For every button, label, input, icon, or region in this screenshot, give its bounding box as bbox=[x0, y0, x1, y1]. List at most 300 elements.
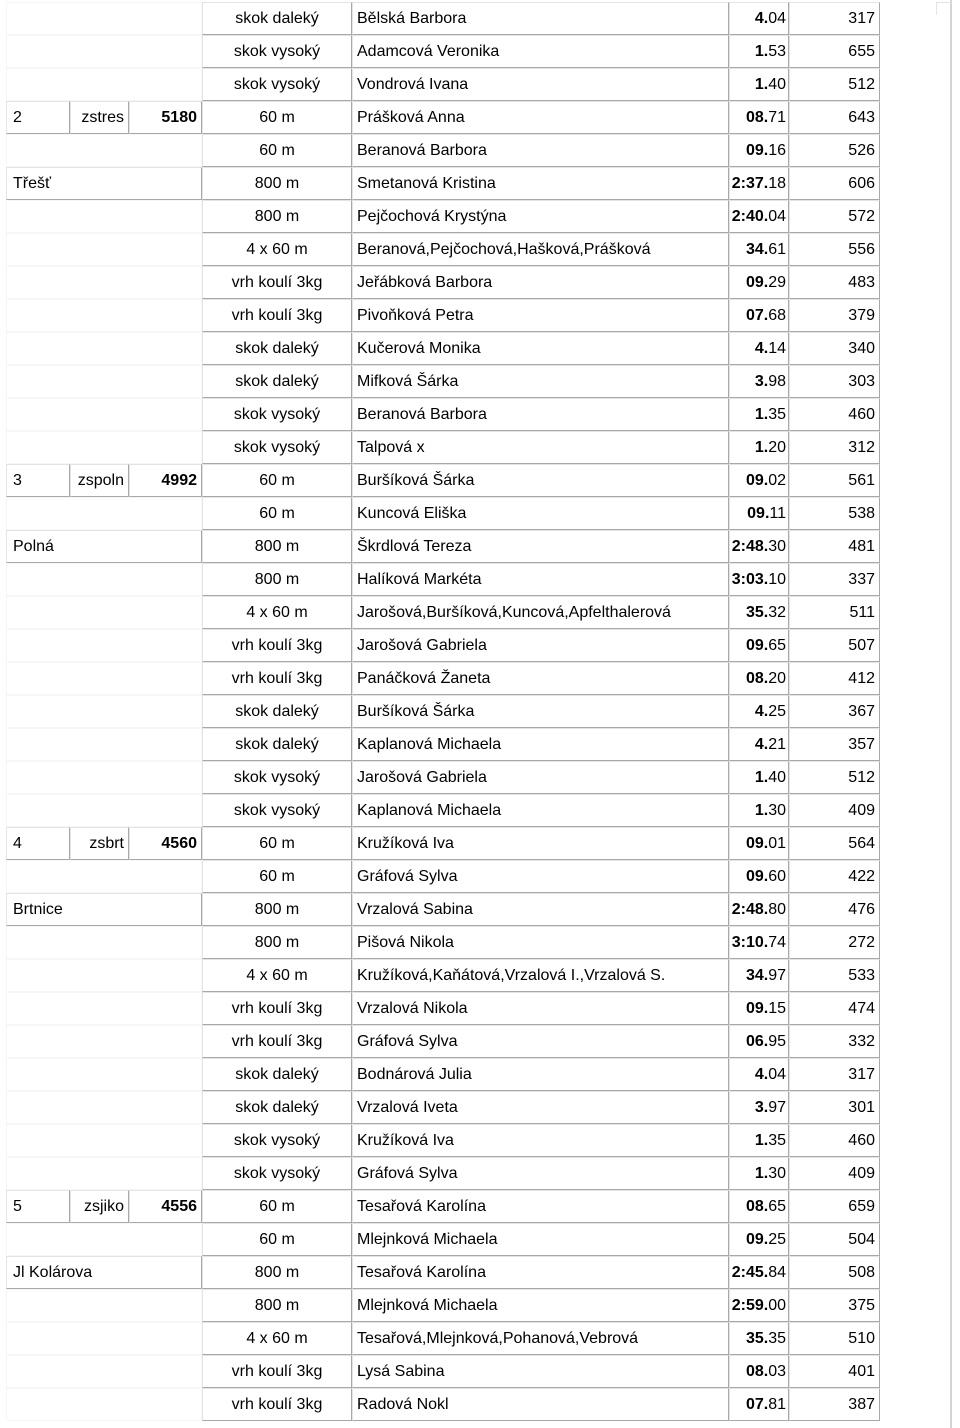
table-row bbox=[6, 497, 880, 530]
athlete-name-cell: Gráfová Sylva bbox=[352, 860, 729, 893]
performance-decimals: 97 bbox=[768, 966, 786, 984]
table-row bbox=[6, 1355, 880, 1388]
performance-main: 09. bbox=[745, 471, 769, 489]
performance-main: 08. bbox=[745, 669, 769, 687]
table-row bbox=[6, 2, 880, 35]
discipline-cell: vrh koulí 3kg bbox=[202, 1025, 352, 1058]
performance-decimals: 30 bbox=[768, 537, 786, 555]
points-cell: 387 bbox=[789, 1388, 880, 1421]
performance-cell bbox=[729, 1091, 789, 1124]
performance-decimals: 04 bbox=[768, 9, 786, 27]
performance-main: 07. bbox=[745, 1395, 769, 1413]
discipline-cell: 800 m bbox=[202, 1256, 352, 1289]
performance-decimals: 02 bbox=[768, 471, 786, 489]
performance-main: 08. bbox=[745, 1197, 769, 1215]
performance-cell bbox=[729, 299, 789, 332]
performance-decimals: 35 bbox=[768, 1131, 786, 1149]
discipline-cell: 800 m bbox=[202, 530, 352, 563]
empty-team-cell bbox=[6, 68, 202, 101]
school-name-cell: Polná bbox=[6, 530, 202, 563]
performance-cell bbox=[729, 926, 789, 959]
points-cell: 512 bbox=[789, 68, 880, 101]
points-cell: 508 bbox=[789, 1256, 880, 1289]
performance-main: 35. bbox=[745, 603, 769, 621]
athlete-name-cell: Mlejnková Michaela bbox=[352, 1289, 729, 1322]
points-cell: 337 bbox=[789, 563, 880, 596]
performance-cell bbox=[729, 959, 789, 992]
points-cell: 460 bbox=[789, 1124, 880, 1157]
athlete-name-cell: Pišová Nikola bbox=[352, 926, 729, 959]
athlete-name-cell: Tesařová Karolína bbox=[352, 1256, 729, 1289]
performance-main: 09. bbox=[745, 1230, 769, 1248]
discipline-cell: skok vysoký bbox=[202, 398, 352, 431]
performance-decimals: 81 bbox=[768, 1395, 786, 1413]
performance-main: 1. bbox=[754, 75, 769, 93]
performance-cell bbox=[729, 497, 789, 530]
points-cell: 332 bbox=[789, 1025, 880, 1058]
table-row bbox=[6, 1223, 880, 1256]
team-code-cell: zspoln bbox=[70, 464, 129, 497]
discipline-cell: 60 m bbox=[202, 1223, 352, 1256]
performance-cell bbox=[729, 827, 789, 860]
performance-main: 09. bbox=[745, 141, 769, 159]
athlete-name-cell: Vrzalová Sabina bbox=[352, 893, 729, 926]
athlete-name-cell: Gráfová Sylva bbox=[352, 1025, 729, 1058]
performance-decimals: 10 bbox=[768, 570, 786, 588]
athlete-name-cell: Mlejnková Michaela bbox=[352, 1223, 729, 1256]
athlete-name-cell: Kaplanová Michaela bbox=[352, 728, 729, 761]
athlete-name-cell: Bodnárová Julia bbox=[352, 1058, 729, 1091]
athlete-name-cell: Mifková Šárka bbox=[352, 365, 729, 398]
performance-decimals: 32 bbox=[768, 603, 786, 621]
points-cell: 512 bbox=[789, 761, 880, 794]
discipline-cell: skok vysoký bbox=[202, 1157, 352, 1190]
performance-decimals: 40 bbox=[768, 75, 786, 93]
athlete-name-cell: Jarošová Gabriela bbox=[352, 761, 729, 794]
team-total-cell: 4556 bbox=[129, 1190, 202, 1223]
performance-main: 4. bbox=[754, 9, 769, 27]
performance-cell bbox=[729, 860, 789, 893]
performance-cell bbox=[729, 695, 789, 728]
points-cell: 533 bbox=[789, 959, 880, 992]
points-cell: 317 bbox=[789, 1058, 880, 1091]
table-row bbox=[6, 794, 880, 827]
performance-decimals: 20 bbox=[768, 669, 786, 687]
performance-decimals: 25 bbox=[768, 1230, 786, 1248]
points-cell: 538 bbox=[789, 497, 880, 530]
discipline-cell: skok vysoký bbox=[202, 35, 352, 68]
performance-cell bbox=[729, 266, 789, 299]
performance-cell bbox=[729, 893, 789, 926]
performance-decimals: 04 bbox=[768, 207, 786, 225]
performance-main: 1. bbox=[754, 1164, 769, 1182]
team-total-cell: 4992 bbox=[129, 464, 202, 497]
points-cell: 510 bbox=[789, 1322, 880, 1355]
empty-team-cell bbox=[6, 563, 202, 596]
performance-cell bbox=[729, 629, 789, 662]
performance-decimals: 30 bbox=[768, 801, 786, 819]
athlete-name-cell: Panáčková Žaneta bbox=[352, 662, 729, 695]
performance-decimals: 60 bbox=[768, 867, 786, 885]
team-code-cell: zsbrt bbox=[70, 827, 129, 860]
athlete-name-cell: Radová Nokl bbox=[352, 1388, 729, 1421]
table-row bbox=[6, 959, 880, 992]
performance-cell bbox=[729, 662, 789, 695]
empty-team-cell bbox=[6, 497, 202, 530]
table-row bbox=[6, 893, 880, 926]
performance-decimals: 65 bbox=[768, 636, 786, 654]
empty-team-cell bbox=[6, 1223, 202, 1256]
discipline-cell: 60 m bbox=[202, 464, 352, 497]
table-row bbox=[6, 695, 880, 728]
performance-decimals: 71 bbox=[768, 108, 786, 126]
athlete-name-cell: Beranová Barbora bbox=[352, 134, 729, 167]
empty-team-cell bbox=[6, 200, 202, 233]
performance-cell bbox=[729, 200, 789, 233]
performance-cell bbox=[729, 68, 789, 101]
discipline-cell: 60 m bbox=[202, 1190, 352, 1223]
athlete-name-cell: Vrzalová Iveta bbox=[352, 1091, 729, 1124]
performance-main: 4. bbox=[754, 339, 769, 357]
performance-cell bbox=[729, 596, 789, 629]
discipline-cell: 800 m bbox=[202, 563, 352, 596]
table-row bbox=[6, 365, 880, 398]
points-cell: 483 bbox=[789, 266, 880, 299]
performance-cell bbox=[729, 992, 789, 1025]
discipline-cell: skok daleký bbox=[202, 695, 352, 728]
table-row bbox=[6, 1025, 880, 1058]
athlete-name-cell: Pivoňková Petra bbox=[352, 299, 729, 332]
athlete-name-cell: Smetanová Kristina bbox=[352, 167, 729, 200]
discipline-cell: skok vysoký bbox=[202, 794, 352, 827]
athlete-name-cell: Jeřábková Barbora bbox=[352, 266, 729, 299]
points-cell: 367 bbox=[789, 695, 880, 728]
athlete-name-cell: Bělská Barbora bbox=[352, 2, 729, 35]
performance-main: 07. bbox=[745, 306, 769, 324]
performance-decimals: 65 bbox=[768, 1197, 786, 1215]
table-row bbox=[6, 1256, 880, 1289]
performance-decimals: 01 bbox=[768, 834, 786, 852]
performance-cell bbox=[729, 1025, 789, 1058]
empty-team-cell bbox=[6, 662, 202, 695]
performance-decimals: 53 bbox=[768, 42, 786, 60]
points-cell: 526 bbox=[789, 134, 880, 167]
empty-team-cell bbox=[6, 794, 202, 827]
performance-decimals: 95 bbox=[768, 1032, 786, 1050]
empty-team-cell bbox=[6, 332, 202, 365]
empty-team-cell bbox=[6, 233, 202, 266]
empty-team-cell bbox=[6, 1157, 202, 1190]
points-cell: 481 bbox=[789, 530, 880, 563]
points-cell: 474 bbox=[789, 992, 880, 1025]
athlete-name-cell: Halíková Markéta bbox=[352, 563, 729, 596]
performance-main: 4. bbox=[754, 735, 769, 753]
discipline-cell: vrh koulí 3kg bbox=[202, 299, 352, 332]
performance-cell bbox=[729, 167, 789, 200]
rank-cell: 3 bbox=[6, 464, 70, 497]
performance-main: 08. bbox=[745, 1362, 769, 1380]
table-row bbox=[6, 827, 880, 860]
performance-cell bbox=[729, 35, 789, 68]
performance-cell bbox=[729, 2, 789, 35]
performance-cell bbox=[729, 101, 789, 134]
performance-decimals: 40 bbox=[768, 768, 786, 786]
points-cell: 556 bbox=[789, 233, 880, 266]
discipline-cell: 60 m bbox=[202, 497, 352, 530]
table-row bbox=[6, 596, 880, 629]
points-cell: 561 bbox=[789, 464, 880, 497]
discipline-cell: 60 m bbox=[202, 860, 352, 893]
team-code-cell: zsjiko bbox=[70, 1190, 129, 1223]
performance-main: 08. bbox=[745, 108, 769, 126]
discipline-cell: vrh koulí 3kg bbox=[202, 662, 352, 695]
athlete-name-cell: Tesařová Karolína bbox=[352, 1190, 729, 1223]
points-cell: 659 bbox=[789, 1190, 880, 1223]
empty-team-cell bbox=[6, 695, 202, 728]
performance-cell bbox=[729, 398, 789, 431]
empty-team-cell bbox=[6, 1091, 202, 1124]
points-cell: 643 bbox=[789, 101, 880, 134]
discipline-cell: 800 m bbox=[202, 893, 352, 926]
empty-team-cell bbox=[6, 431, 202, 464]
points-cell: 379 bbox=[789, 299, 880, 332]
discipline-cell: skok daleký bbox=[202, 2, 352, 35]
discipline-cell: skok vysoký bbox=[202, 761, 352, 794]
performance-decimals: 97 bbox=[768, 1098, 786, 1116]
rank-cell: 4 bbox=[6, 827, 70, 860]
discipline-cell: skok daleký bbox=[202, 1091, 352, 1124]
performance-main: 2:37. bbox=[731, 174, 769, 192]
athlete-name-cell: Kružíková,Kaňátová,Vrzalová I.,Vrzalová S. bbox=[352, 959, 729, 992]
discipline-cell: vrh koulí 3kg bbox=[202, 992, 352, 1025]
discipline-cell: 4 x 60 m bbox=[202, 596, 352, 629]
empty-team-cell bbox=[6, 1322, 202, 1355]
empty-team-cell bbox=[6, 1355, 202, 1388]
discipline-cell: vrh koulí 3kg bbox=[202, 629, 352, 662]
discipline-cell: 60 m bbox=[202, 101, 352, 134]
athlete-name-cell: Talpová x bbox=[352, 431, 729, 464]
points-cell: 357 bbox=[789, 728, 880, 761]
performance-main: 1. bbox=[754, 405, 769, 423]
points-cell: 422 bbox=[789, 860, 880, 893]
performance-decimals: 03 bbox=[768, 1362, 786, 1380]
performance-main: 3:10. bbox=[731, 933, 769, 951]
points-cell: 606 bbox=[789, 167, 880, 200]
performance-cell bbox=[729, 464, 789, 497]
performance-cell bbox=[729, 1322, 789, 1355]
discipline-cell: 800 m bbox=[202, 926, 352, 959]
page-right-edge bbox=[950, 0, 952, 1428]
performance-cell bbox=[729, 1388, 789, 1421]
page-corner-cell bbox=[936, 2, 951, 15]
table-row bbox=[6, 1190, 880, 1223]
athlete-name-cell: Kružíková Iva bbox=[352, 1124, 729, 1157]
points-cell: 476 bbox=[789, 893, 880, 926]
table-row bbox=[6, 1091, 880, 1124]
empty-team-cell bbox=[6, 134, 202, 167]
performance-main: 3. bbox=[754, 1098, 769, 1116]
performance-decimals: 00 bbox=[768, 1296, 786, 1314]
performance-decimals: 35 bbox=[768, 405, 786, 423]
points-cell: 412 bbox=[789, 662, 880, 695]
performance-main: 3. bbox=[754, 372, 769, 390]
performance-main: 09. bbox=[745, 867, 769, 885]
points-cell: 401 bbox=[789, 1355, 880, 1388]
empty-team-cell bbox=[6, 2, 202, 35]
athlete-name-cell: Adamcová Veronika bbox=[352, 35, 729, 68]
empty-team-cell bbox=[6, 860, 202, 893]
school-name-cell: Brtnice bbox=[6, 893, 202, 926]
table-row bbox=[6, 1124, 880, 1157]
discipline-cell: skok vysoký bbox=[202, 1124, 352, 1157]
table-row bbox=[6, 101, 880, 134]
athlete-name-cell: Tesařová,Mlejnková,Pohanová,Vebrová bbox=[352, 1322, 729, 1355]
points-cell: 312 bbox=[789, 431, 880, 464]
table-row bbox=[6, 134, 880, 167]
athlete-name-cell: Jarošová,Buršíková,Kuncová,Apfelthalerová bbox=[352, 596, 729, 629]
points-cell: 303 bbox=[789, 365, 880, 398]
team-total-cell: 5180 bbox=[129, 101, 202, 134]
performance-cell bbox=[729, 431, 789, 464]
discipline-cell: skok vysoký bbox=[202, 431, 352, 464]
empty-team-cell bbox=[6, 1388, 202, 1421]
empty-team-cell bbox=[6, 266, 202, 299]
table-row bbox=[6, 761, 880, 794]
performance-main: 1. bbox=[754, 801, 769, 819]
discipline-cell: 60 m bbox=[202, 827, 352, 860]
table-row bbox=[6, 167, 880, 200]
performance-decimals: 18 bbox=[768, 174, 786, 192]
discipline-cell: skok daleký bbox=[202, 1058, 352, 1091]
performance-cell bbox=[729, 761, 789, 794]
table-row bbox=[6, 35, 880, 68]
performance-decimals: 30 bbox=[768, 1164, 786, 1182]
performance-decimals: 35 bbox=[768, 1329, 786, 1347]
performance-cell bbox=[729, 1124, 789, 1157]
performance-main: 3:03. bbox=[731, 570, 769, 588]
points-cell: 409 bbox=[789, 794, 880, 827]
results-table bbox=[6, 2, 880, 1421]
discipline-cell: skok daleký bbox=[202, 728, 352, 761]
discipline-cell: 60 m bbox=[202, 134, 352, 167]
athlete-name-cell: Beranová,Pejčochová,Hašková,Prášková bbox=[352, 233, 729, 266]
athlete-name-cell: Vrzalová Nikola bbox=[352, 992, 729, 1025]
performance-decimals: 14 bbox=[768, 339, 786, 357]
performance-main: 34. bbox=[745, 240, 769, 258]
school-name-cell: Třešť bbox=[6, 167, 202, 200]
table-row bbox=[6, 629, 880, 662]
performance-cell bbox=[729, 1289, 789, 1322]
table-row bbox=[6, 233, 880, 266]
athlete-name-cell: Lysá Sabina bbox=[352, 1355, 729, 1388]
performance-main: 2:48. bbox=[731, 537, 769, 555]
performance-decimals: 04 bbox=[768, 1065, 786, 1083]
empty-team-cell bbox=[6, 728, 202, 761]
discipline-cell: skok vysoký bbox=[202, 68, 352, 101]
performance-main: 09. bbox=[747, 504, 770, 522]
points-cell: 340 bbox=[789, 332, 880, 365]
athlete-name-cell: Buršíková Šárka bbox=[352, 464, 729, 497]
athlete-name-cell: Pejčochová Krystýna bbox=[352, 200, 729, 233]
performance-main: 1. bbox=[754, 768, 769, 786]
points-cell: 572 bbox=[789, 200, 880, 233]
table-row bbox=[6, 332, 880, 365]
empty-team-cell bbox=[6, 1289, 202, 1322]
performance-decimals: 74 bbox=[768, 933, 786, 951]
performance-cell bbox=[729, 563, 789, 596]
table-row bbox=[6, 662, 880, 695]
table-row bbox=[6, 398, 880, 431]
empty-team-cell bbox=[6, 398, 202, 431]
athlete-name-cell: Kaplanová Michaela bbox=[352, 794, 729, 827]
table-row bbox=[6, 1058, 880, 1091]
athlete-name-cell: Prášková Anna bbox=[352, 101, 729, 134]
table-row bbox=[6, 68, 880, 101]
empty-team-cell bbox=[6, 959, 202, 992]
table-row bbox=[6, 563, 880, 596]
athlete-name-cell: Kučerová Monika bbox=[352, 332, 729, 365]
empty-team-cell bbox=[6, 992, 202, 1025]
athlete-name-cell: Beranová Barbora bbox=[352, 398, 729, 431]
performance-cell bbox=[729, 1190, 789, 1223]
athlete-name-cell: Škrdlová Tereza bbox=[352, 530, 729, 563]
athlete-name-cell: Buršíková Šárka bbox=[352, 695, 729, 728]
performance-main: 2:48. bbox=[731, 900, 769, 918]
performance-main: 1. bbox=[754, 1131, 769, 1149]
table-row bbox=[6, 530, 880, 563]
performance-main: 1. bbox=[754, 438, 769, 456]
points-cell: 272 bbox=[789, 926, 880, 959]
performance-decimals: 20 bbox=[768, 438, 786, 456]
performance-decimals: 61 bbox=[768, 240, 786, 258]
performance-cell bbox=[729, 1223, 789, 1256]
performance-cell bbox=[729, 530, 789, 563]
performance-decimals: 16 bbox=[768, 141, 786, 159]
points-cell: 564 bbox=[789, 827, 880, 860]
points-cell: 301 bbox=[789, 1091, 880, 1124]
school-name-cell: Jl Kolárova bbox=[6, 1256, 202, 1289]
performance-main: 4. bbox=[754, 1065, 769, 1083]
table-row bbox=[6, 1289, 880, 1322]
performance-decimals: 15 bbox=[768, 999, 786, 1017]
athlete-name-cell: Kuncová Eliška bbox=[352, 497, 729, 530]
performance-main: 4. bbox=[754, 702, 769, 720]
performance-cell bbox=[729, 134, 789, 167]
athlete-name-cell: Vondrová Ivana bbox=[352, 68, 729, 101]
table-row bbox=[6, 992, 880, 1025]
performance-main: 2:59. bbox=[731, 1296, 769, 1314]
performance-decimals: 11 bbox=[769, 504, 786, 522]
performance-decimals: 98 bbox=[768, 372, 786, 390]
table-row bbox=[6, 200, 880, 233]
athlete-name-cell: Jarošová Gabriela bbox=[352, 629, 729, 662]
discipline-cell: vrh koulí 3kg bbox=[202, 266, 352, 299]
discipline-cell: vrh koulí 3kg bbox=[202, 1388, 352, 1421]
empty-team-cell bbox=[6, 35, 202, 68]
discipline-cell: 800 m bbox=[202, 200, 352, 233]
performance-main: 34. bbox=[745, 966, 769, 984]
performance-main: 09. bbox=[745, 636, 769, 654]
performance-decimals: 21 bbox=[768, 735, 786, 753]
empty-team-cell bbox=[6, 1025, 202, 1058]
performance-cell bbox=[729, 365, 789, 398]
performance-cell bbox=[729, 728, 789, 761]
points-cell: 409 bbox=[789, 1157, 880, 1190]
empty-team-cell bbox=[6, 365, 202, 398]
performance-main: 06. bbox=[745, 1032, 769, 1050]
performance-cell bbox=[729, 332, 789, 365]
team-code-cell: zstres bbox=[70, 101, 129, 134]
